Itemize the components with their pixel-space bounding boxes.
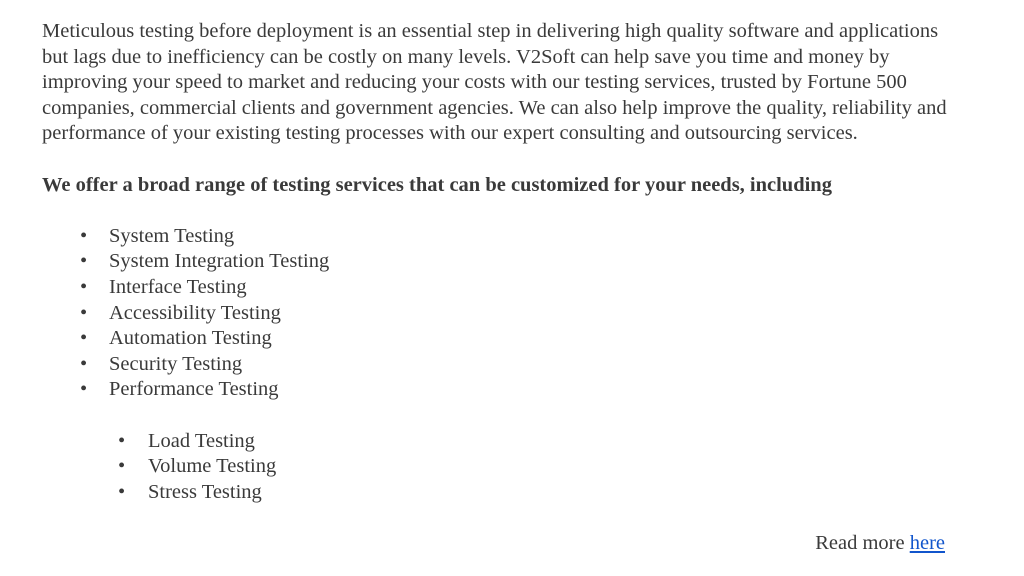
list-item: • Accessibility Testing (42, 301, 962, 327)
list-item: • Interface Testing (42, 275, 962, 301)
article-body (42, 19, 962, 505)
intro-paragraph: Meticulous testing before deployment is an essential step in delivering high quality software and applications but lags due to inefficiency can be costly on many levels. V2Soft can help save you time and money by improving your speed to market and reducing your costs with our testing services, trusted by Fortune 500 companies, commercial clients and government agencies. We can also help improve the quality, reliability and performance of your existing testing processes with our expert consulting and outsourcing services. (42, 20, 947, 145)
spacer (42, 403, 962, 429)
list-item: • Volume Testing (42, 454, 962, 480)
list-item: • System Integration Testing (42, 249, 962, 275)
read-more-prefix: Read more (815, 532, 905, 554)
services-list (42, 224, 962, 403)
services-heading: We offer a broad range of testing services that can be customized for your needs, including (42, 173, 832, 196)
read-more (815, 531, 945, 557)
list-item: • Automation Testing (42, 326, 962, 352)
performance-subtypes-list (42, 429, 962, 506)
list-item: • Security Testing (42, 352, 962, 378)
spacer (42, 198, 962, 224)
read-more-link[interactable]: here (909, 532, 945, 554)
list-item: • Performance Testing (42, 377, 962, 403)
list-item: • Stress Testing (42, 480, 962, 506)
list-item: • Load Testing (42, 429, 962, 455)
list-item: • System Testing (42, 224, 962, 250)
spacer (42, 147, 962, 173)
